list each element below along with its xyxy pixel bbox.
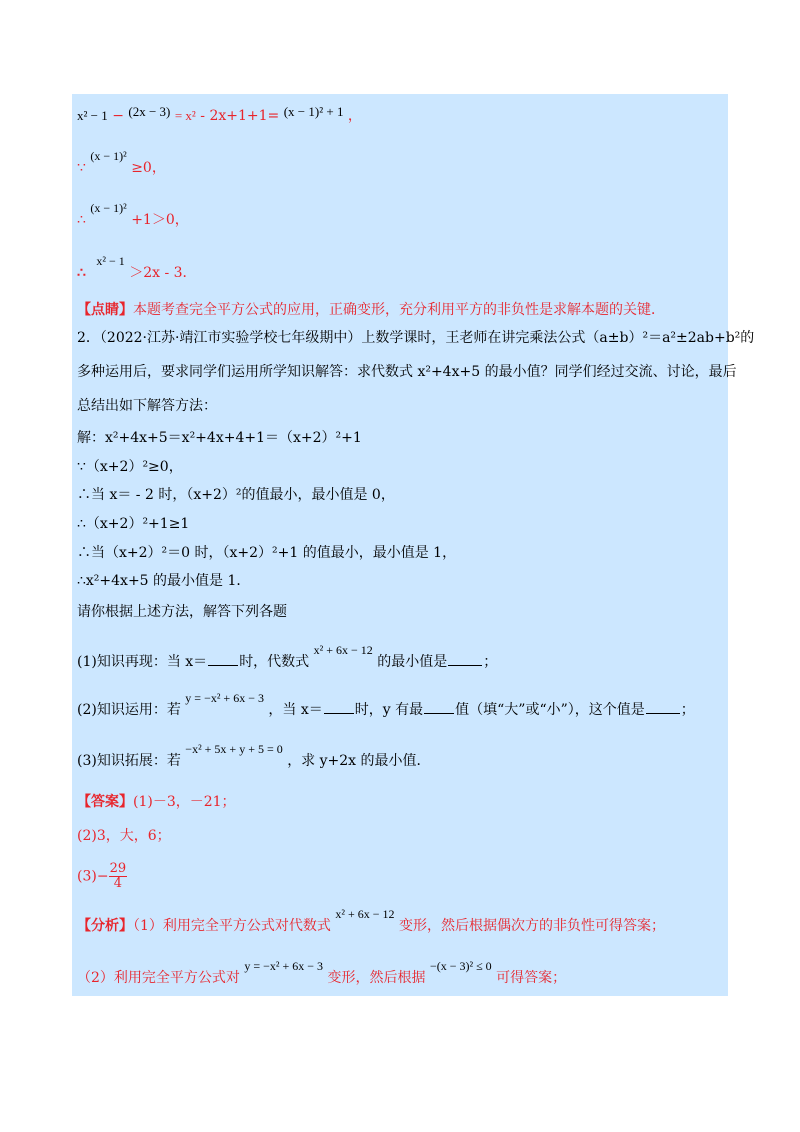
dianjing-line (77, 300, 665, 320)
answer-blank (324, 701, 354, 714)
answer-line-1 (77, 792, 236, 812)
subquestion-2 (77, 691, 695, 720)
expr: = x² (174, 108, 196, 123)
analysis-text: 变形，然后根据 (327, 970, 426, 986)
label: 的最小值是 (377, 654, 448, 670)
expr: (x − 1)² (90, 149, 127, 163)
label: ； (483, 654, 498, 670)
label: (3)知识拓展：若 (77, 753, 181, 769)
analysis-line-1 (77, 907, 665, 936)
expr: x² − 1 (77, 108, 108, 123)
answer-line-3 (77, 862, 127, 891)
label: ，求 y+2x 的最小值． (287, 753, 431, 769)
answer-blank (448, 653, 482, 666)
label: ； (680, 702, 695, 718)
derivation-line-1 (77, 106, 362, 126)
derivation-line-2 (77, 149, 166, 178)
punct: ， (347, 108, 362, 124)
subquestion-1 (77, 643, 498, 672)
solution-line-6: ∴x²+4x+5 的最小值是 1． (77, 573, 251, 589)
solution-line-4: ∴（x+2）²+1≥1 (77, 516, 190, 532)
minus-sign: − (112, 108, 124, 124)
analysis-text: 变形，然后根据偶次方的非负性可得答案； (398, 918, 665, 934)
prompt-line: 请你根据上述方法，解答下列各题 (77, 604, 287, 620)
expr: - 2x+1+1= (200, 108, 280, 124)
expr: y = −x² + 6x − 3 (244, 959, 324, 973)
expr: (x − 1)² + 1 (283, 104, 344, 119)
fraction (109, 862, 128, 891)
therefore-sign: ∴ (77, 212, 86, 228)
analysis-text: （1）利用完全平方公式对代数式 (133, 918, 331, 934)
expr: −(x − 3)² ≤ 0 (429, 959, 492, 973)
analysis-tag: 【分析】 (77, 918, 133, 934)
because-sign: ∵ (77, 160, 86, 176)
derivation-line-4 (77, 254, 197, 283)
answer-1: (1)－3，－21； (133, 794, 236, 810)
label: (1)知识再现：当 x＝ (77, 654, 208, 670)
solution-line-5: ∴当（x+2）²＝0 时，（x+2）²+1 的值最小，最小值是 1， (77, 545, 457, 561)
answer-blank (208, 653, 238, 666)
expr: x² + 6x − 12 (313, 643, 373, 657)
denominator: 4 (113, 876, 122, 891)
expr: y = −x² + 6x − 3 (185, 691, 264, 705)
analysis-text: 可得答案； (496, 970, 567, 986)
question-2-line-2: 多种运用后，要求同学们运用所学知识解答：求代数式 x²+4x+5 的最小值？同学们经过交流、讨论，最后 (77, 364, 737, 380)
answer-tag: 【答案】 (77, 794, 133, 810)
expr: (x − 1)² (90, 201, 127, 215)
expr: ＞2x - 3． (129, 265, 197, 281)
expr: ≥0， (131, 160, 166, 176)
answer-3-prefix: (3)− (77, 868, 109, 885)
answer-line-2: (2)3，大，6； (77, 828, 171, 844)
expr: −x² + 5x + y + 5 = 0 (185, 742, 283, 756)
analysis-text: （2）利用完全平方公式对 (77, 970, 240, 986)
answer-blank (646, 701, 680, 714)
label: 时，代数式 (239, 654, 310, 670)
solution-line-1: 解：x²+4x+5＝x²+4x+4+1＝（x+2）²+1 (77, 430, 362, 446)
expr: +1＞0， (131, 212, 189, 228)
expr: (2x − 3) (128, 104, 171, 119)
label: 时，y 有最 (354, 702, 424, 718)
numerator: 29 (109, 861, 127, 876)
expr: x² + 6x − 12 (335, 907, 395, 921)
label: ，当 x＝ (268, 702, 323, 718)
label: 值（填“大”或“小”），这个值是 (455, 702, 645, 718)
expr: x² − 1 (96, 254, 125, 268)
solution-line-2: ∵（x+2）²≥0， (77, 459, 183, 475)
solution-line-3: ∴当 x＝ - 2 时，（x+2）²的值最小，最小值是 0， (77, 487, 395, 503)
label: (2)知识运用：若 (77, 702, 181, 718)
dianjing-tag: 【点睛】 (77, 302, 133, 318)
dianjing-text: 本题考查完全平方公式的应用，正确变形，充分利用平方的非负性是求解本题的关键． (133, 302, 665, 318)
derivation-line-3 (77, 201, 189, 230)
analysis-line-2 (77, 959, 567, 988)
therefore-sign: ∴ (77, 265, 86, 281)
question-2-line-3: 总结出如下解答方法： (77, 398, 217, 414)
answer-blank (424, 701, 454, 714)
question-2-line-1: 2．（2022·江苏·靖江市实验学校七年级期中）上数学课时，王老师在讲完乘法公式（a±b）²＝a²±2ab+b²的 (77, 330, 755, 346)
subquestion-3 (77, 742, 431, 771)
